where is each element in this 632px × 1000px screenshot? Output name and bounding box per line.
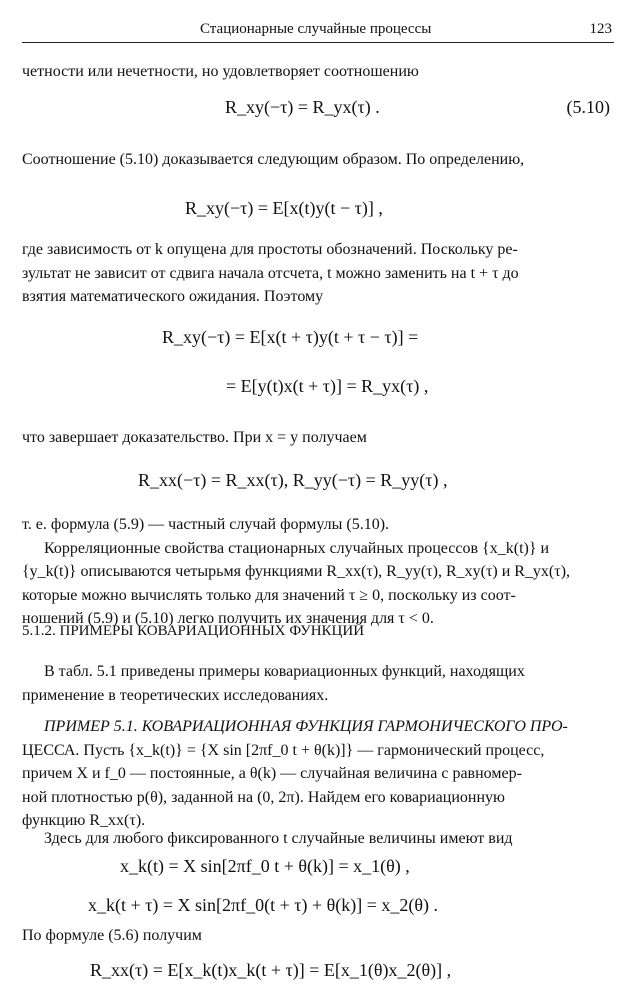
running-title: Стационарные случайные процессы bbox=[200, 21, 432, 37]
paragraph-5 bbox=[22, 513, 610, 631]
text-line: т. е. формула (5.9) — частный случай формулы (5.10). bbox=[22, 516, 390, 533]
equation-number: (5.10) bbox=[566, 97, 610, 117]
text-line: {y_k(t)} описываются четырьмя функциями R_xx(τ), R_yy(τ), R_xy(τ) и R_yx(τ), bbox=[22, 563, 571, 580]
text-line: функцию R_xx(τ). bbox=[22, 812, 146, 829]
paragraph-6 bbox=[22, 660, 610, 707]
equation-final: R_xx(τ) = E[x_k(t)x_k(t + τ)] = E[x_1(θ)x_2(θ)] , bbox=[90, 960, 452, 980]
text-line: взятия математического ожидания. Поэтому bbox=[22, 288, 324, 305]
paragraph-4 bbox=[22, 426, 610, 450]
example-5-1 bbox=[22, 715, 610, 833]
section-heading: 5.1.2. ПРИМЕРЫ КОВАРИАЦИОННЫХ ФУНКЦИЙ bbox=[22, 623, 365, 639]
text-line: четности или нечетности, но удовлетворяет соотношению bbox=[22, 63, 419, 80]
text-line: где зависимость от k опущена для простоты обозначений. Поскольку ре- bbox=[22, 241, 518, 258]
equation-definition: R_xy(−τ) = E[x(t)y(t − τ)] , bbox=[185, 198, 383, 218]
text-line: Здесь для любого фиксированного t случайные величины имеют вид bbox=[44, 830, 513, 847]
text-line: что завершает доказательство. При x = y получаем bbox=[22, 429, 367, 446]
text-line: Соотношение (5.10) доказывается следующим образом. По определению, bbox=[22, 151, 525, 168]
equation-shift-2: = E[y(t)x(t + τ)] = R_yx(τ) , bbox=[226, 376, 429, 396]
paragraph-8 bbox=[22, 924, 610, 948]
text-line: По формуле (5.6) получим bbox=[22, 927, 202, 944]
text-line: зультат не зависит от сдвига начала отсчета, t можно заменить на t + τ до bbox=[22, 264, 519, 282]
text-line: которые можно вычислять только для значений τ ≥ 0, поскольку из соот- bbox=[22, 586, 516, 604]
text-line: В табл. 5.1 приведены примеры ковариационных функций, находящих bbox=[44, 663, 525, 680]
equation-x1: x_k(t) = X sin[2πf_0 t + θ(k)] = x_1(θ) , bbox=[120, 856, 410, 876]
page-number: 123 bbox=[589, 21, 612, 37]
text-line: Корреляционные свойства стационарных случайных процессов {x_k(t)} и bbox=[44, 539, 550, 557]
paragraph-2 bbox=[22, 148, 610, 172]
example-heading: ПРИМЕР 5.1. КОВАРИАЦИОННАЯ ФУНКЦИЯ ГАРМОНИЧЕСКОГО ПРО- bbox=[44, 718, 568, 735]
paragraph-1 bbox=[22, 60, 610, 84]
text-line: ной плотностью p(θ), заданной на (0, 2π). Найдем его ковариационную bbox=[22, 788, 505, 806]
equation-x2: x_k(t + τ) = X sin[2πf_0(t + τ) + θ(k)] = x_2(θ) . bbox=[88, 895, 438, 915]
text-line: ЦЕССА. Пусть {x_k(t)} = {X sin [2πf_0 t + θ(k)]} — гармонический процесс, bbox=[22, 741, 545, 759]
text-line: ношений (5.9) и (5.10) легко получить их значения для τ < 0. bbox=[22, 610, 434, 627]
paragraph-7 bbox=[22, 827, 610, 851]
equation-autocovariance: R_xx(−τ) = R_xx(τ), R_yy(−τ) = R_yy(τ) , bbox=[138, 470, 448, 490]
text-line: причем X и f_0 — постоянные, а θ(k) — случайная величина с равномер- bbox=[22, 765, 522, 782]
paragraph-3 bbox=[22, 238, 610, 309]
equation-5-10: R_xy(−τ) = R_yx(τ) . bbox=[225, 97, 380, 117]
running-header bbox=[22, 20, 614, 43]
equation-shift-1: R_xy(−τ) = E[x(t + τ)y(t + τ − τ)] = bbox=[162, 327, 419, 347]
text-line: применение в теоретических исследованиях. bbox=[22, 686, 329, 704]
